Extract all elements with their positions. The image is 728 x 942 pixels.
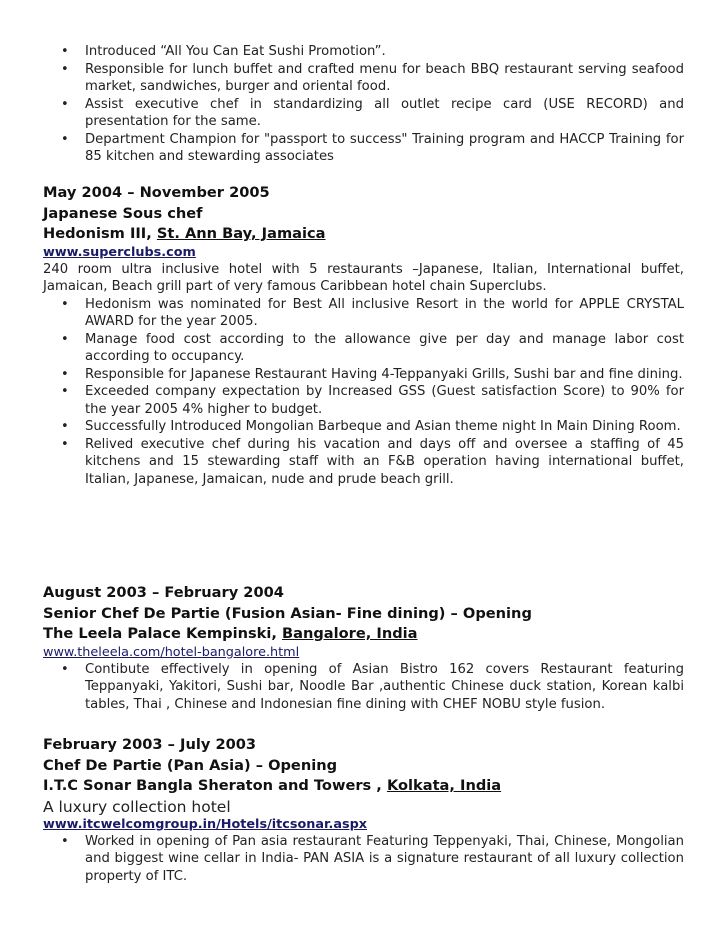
bullet-icon (61, 833, 71, 851)
bullet-icon (61, 331, 71, 349)
bullet-icon (61, 383, 71, 401)
job-employer: I.T.C Sonar Bangla Sheraton and Towers , Kolkata, India (43, 777, 502, 794)
job-title: Chef De Partie (Pan Asia) – Opening (43, 756, 338, 774)
list-item: • Assist executive chef in standardizing all outlet recipe card (USE RECORD) and presentation for the same. (0, 96, 728, 131)
job-title: Senior Chef De Partie (Fusion Asian- Fine dining) – Opening (43, 604, 532, 622)
job-location: St. Ann Bay, Jamaica (156, 225, 326, 242)
job-title: Japanese Sous chef (43, 204, 203, 222)
job-dates: May 2004 – November 2005 (43, 184, 270, 201)
job-subtitle: A luxury collection hotel (43, 797, 231, 816)
list-item: • Hedonism was nominated for Best All inclusive Resort in the world for APPLE CRYSTAL AWARD for the year 2005. (0, 296, 728, 331)
job-section-leela (0, 583, 728, 713)
bullet-icon (61, 296, 71, 314)
job-section-hedonism (0, 183, 728, 488)
bullet-icon (61, 366, 71, 384)
intro-bullet-list (0, 43, 728, 166)
job-location: Bangalore, India (282, 625, 418, 642)
employer-link[interactable]: www.superclubs.com (43, 244, 196, 260)
bullet-icon (61, 131, 71, 149)
bullet-icon (61, 43, 71, 61)
job-employer: Hedonism III, St. Ann Bay, Jamaica (43, 225, 326, 242)
list-item: • Exceeded company expectation by Increased GSS (Guest satisfaction Score) to 90% for the year 2005 4% higher to budget. (0, 383, 728, 418)
list-item: • Successfully Introduced Mongolian Barbeque and Asian theme night In Main Dining Room. (0, 418, 728, 436)
bullet-icon (61, 61, 71, 79)
list-item: • Department Champion for "passport to success" Training program and HACCP Training for 85 kitchen and stewarding associates (0, 131, 728, 166)
job-section-itc (0, 735, 728, 885)
job-bullet-list (0, 661, 728, 714)
list-item: • Manage food cost according to the allowance give per day and manage labor cost according to occupancy. (0, 331, 728, 366)
list-item: • Responsible for lunch buffet and crafted menu for beach BBQ restaurant serving seafood market, sandwiches, burger and oriental food. (0, 61, 728, 96)
employer-link[interactable]: www.itcwelcomgroup.in/Hotels/itcsonar.aspx (43, 816, 367, 832)
job-bullet-list (0, 833, 728, 886)
employer-link[interactable]: www.theleela.com/hotel-bangalore.html (43, 644, 300, 660)
job-location: Kolkata, India (386, 777, 502, 794)
job-dates: February 2003 – July 2003 (43, 736, 257, 753)
list-item: • Relived executive chef during his vacation and days off and oversee a staffing of 45 kitchens and 15 stewarding staff with an F&B operation having international buffet, Italian, Japanese, Jamaican, nude and prude beach grill. (0, 436, 728, 489)
job-description: 240 room ultra inclusive hotel with 5 restaurants –Japanese, Italian, International buffet, Jamaican, Beach grill part of very famous Caribbean hotel chain Superclubs. (43, 261, 684, 294)
bullet-icon (61, 96, 71, 114)
job-employer: The Leela Palace Kempinski, Bangalore, India (43, 625, 418, 642)
bullet-icon (61, 418, 71, 436)
list-item: • Worked in opening of Pan asia restaurant Featuring Teppenyaki, Thai, Chinese, Mongolian and biggest wine cellar in India- PAN ASIA is a signature restaurant of all luxury collection property of ITC. (0, 833, 728, 886)
bullet-icon (61, 661, 71, 679)
job-dates: August 2003 – February 2004 (43, 584, 284, 601)
intro-section (0, 43, 728, 166)
list-item: • Contibute effectively in opening of Asian Bistro 162 covers Restaurant featuring Teppanyaki, Yakitori, Sushi bar, Noodle Bar ,authentic Chinese duck station, Korean kalbi tables, Thai , Chinese and Indonesian fine dining with CHEF NOBU style fusion. (0, 661, 728, 714)
list-item: • Introduced “All You Can Eat Sushi Promotion”. (0, 43, 728, 61)
list-item: • Responsible for Japanese Restaurant Having 4-Teppanyaki Grills, Sushi bar and fine dining. (0, 366, 728, 384)
bullet-icon (61, 436, 71, 454)
job-bullet-list (0, 296, 728, 489)
